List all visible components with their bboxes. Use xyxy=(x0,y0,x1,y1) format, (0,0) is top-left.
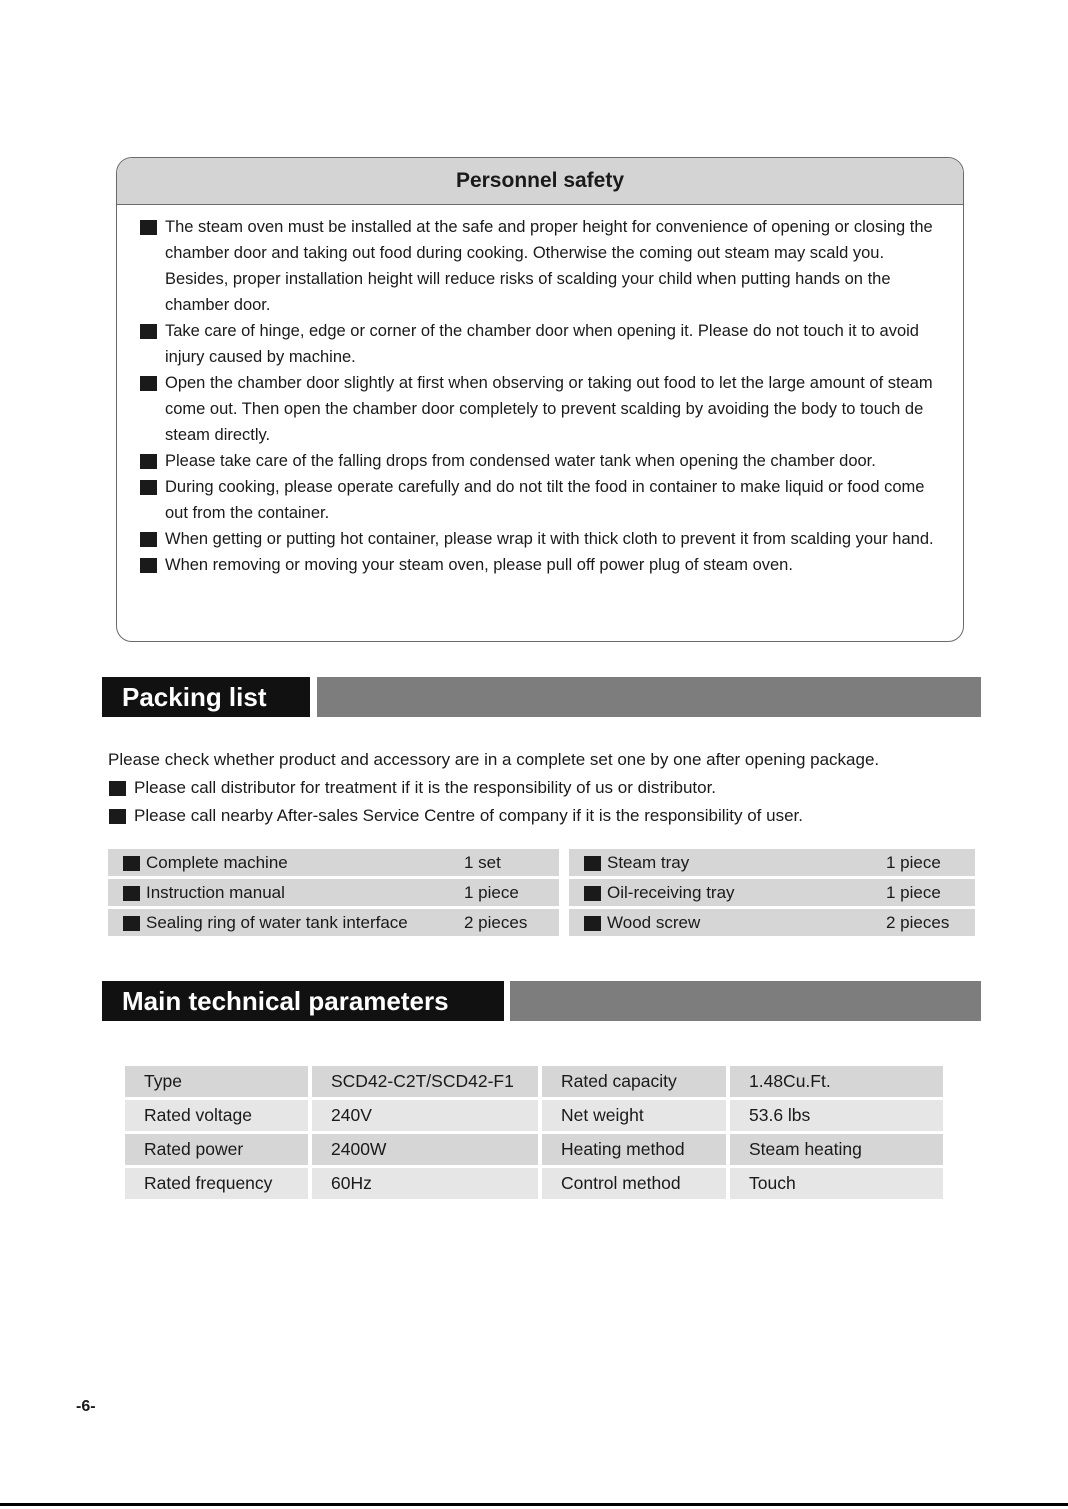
square-bullet-icon xyxy=(140,480,157,495)
safety-item-text: During cooking, please operate carefully and do not tilt the food in container to make liquid or food come out from the container. xyxy=(165,478,925,522)
header-bar xyxy=(317,677,981,717)
pack-item-qty: 1 set xyxy=(464,849,559,876)
table-row xyxy=(108,879,559,906)
safety-item xyxy=(139,552,949,578)
personnel-safety-box xyxy=(116,157,964,642)
safety-item xyxy=(139,448,949,474)
square-bullet-icon xyxy=(109,809,126,824)
param-value: Steam heating xyxy=(730,1134,943,1165)
personnel-safety-title: Personnel safety xyxy=(117,158,963,205)
param-value: Touch xyxy=(730,1168,943,1199)
pack-item-name: Wood screw xyxy=(569,909,886,936)
bottom-divider xyxy=(0,1503,1068,1506)
packing-note-text: Please call nearby After-sales Service Centre of company if it is the responsibility of user. xyxy=(134,806,803,825)
packing-note xyxy=(108,774,716,802)
header-bar xyxy=(510,981,981,1021)
square-bullet-icon xyxy=(584,886,601,901)
param-value: 53.6 lbs xyxy=(730,1100,943,1131)
safety-item xyxy=(139,526,949,552)
packing-table-left xyxy=(108,846,559,939)
pack-item-qty: 1 piece xyxy=(886,849,975,876)
pack-item-name: Oil-receiving tray xyxy=(569,879,886,906)
safety-item-text: When removing or moving your steam oven, please pull off power plug of steam oven. xyxy=(165,556,793,574)
square-bullet-icon xyxy=(584,916,601,931)
square-bullet-icon xyxy=(109,781,126,796)
param-value: SCD42-C2T/SCD42-F1 xyxy=(312,1066,538,1097)
packing-list-title: Packing list xyxy=(102,677,310,717)
parameters-table xyxy=(121,1063,947,1202)
packing-note xyxy=(108,802,803,830)
safety-item xyxy=(139,318,949,370)
param-label: Rated frequency xyxy=(125,1168,308,1199)
table-row xyxy=(125,1168,943,1199)
table-row xyxy=(108,849,559,876)
square-bullet-icon xyxy=(140,324,157,339)
safety-item xyxy=(139,370,949,448)
table-row xyxy=(125,1066,943,1097)
square-bullet-icon xyxy=(123,856,140,871)
table-row xyxy=(569,909,975,936)
packing-intro: Please check whether product and accessory are in a complete set one by one after opening package. xyxy=(108,750,880,769)
square-bullet-icon xyxy=(584,856,601,871)
parameters-header xyxy=(102,981,981,1021)
packing-list-header xyxy=(102,677,981,717)
param-label: Control method xyxy=(542,1168,726,1199)
safety-item xyxy=(139,214,949,318)
safety-item xyxy=(139,474,949,526)
param-value: 1.48Cu.Ft. xyxy=(730,1066,943,1097)
packing-note-text: Please call distributor for treatment if it is the responsibility of us or distributor. xyxy=(134,778,717,797)
pack-item-name: Instruction manual xyxy=(108,879,464,906)
square-bullet-icon xyxy=(140,376,157,391)
page-number: -6- xyxy=(76,1398,96,1415)
safety-item-text: Open the chamber door slightly at first when observing or taking out food to let the large amount of steam come out. Then open the chamber door completely to prevent scalding by avoiding the body to touch de steam directly. xyxy=(165,374,933,444)
square-bullet-icon xyxy=(123,916,140,931)
param-value: 60Hz xyxy=(312,1168,538,1199)
parameters-title: Main technical parameters xyxy=(102,981,504,1021)
table-row xyxy=(569,849,975,876)
safety-item-text: Take care of hinge, edge or corner of the chamber door when opening it. Please do not touch it to avoid injury caused by machine. xyxy=(165,322,919,366)
square-bullet-icon xyxy=(140,220,157,235)
param-label: Net weight xyxy=(542,1100,726,1131)
param-label: Rated capacity xyxy=(542,1066,726,1097)
table-row xyxy=(569,879,975,906)
square-bullet-icon xyxy=(140,532,157,547)
pack-item-name: Steam tray xyxy=(569,849,886,876)
param-label: Rated power xyxy=(125,1134,308,1165)
param-value: 2400W xyxy=(312,1134,538,1165)
square-bullet-icon xyxy=(140,454,157,469)
safety-item-text: The steam oven must be installed at the safe and proper height for convenience of opening or closing the chamber door and taking out food during cooking. Otherwise the coming out steam may scald you. Besides, proper installation height will reduce risks of scalding your child when putting hands on the chamber door. xyxy=(165,218,933,314)
param-value: 240V xyxy=(312,1100,538,1131)
pack-item-name: Sealing ring of water tank interface xyxy=(108,909,464,936)
safety-item-text: Please take care of the falling drops from condensed water tank when opening the chamber door. xyxy=(165,452,876,470)
square-bullet-icon xyxy=(140,558,157,573)
table-row xyxy=(108,909,559,936)
pack-item-qty: 1 piece xyxy=(464,879,559,906)
packing-table-right xyxy=(569,846,975,939)
pack-item-qty: 2 pieces xyxy=(464,909,559,936)
param-label: Rated voltage xyxy=(125,1100,308,1131)
square-bullet-icon xyxy=(123,886,140,901)
pack-item-name: Complete machine xyxy=(108,849,464,876)
param-label: Heating method xyxy=(542,1134,726,1165)
safety-item-text: When getting or putting hot container, please wrap it with thick cloth to prevent it from scalding your hand. xyxy=(165,530,934,548)
pack-item-qty: 1 piece xyxy=(886,879,975,906)
table-row xyxy=(125,1100,943,1131)
pack-item-qty: 2 pieces xyxy=(886,909,975,936)
table-row xyxy=(125,1134,943,1165)
param-label: Type xyxy=(125,1066,308,1097)
safety-list xyxy=(139,214,949,578)
